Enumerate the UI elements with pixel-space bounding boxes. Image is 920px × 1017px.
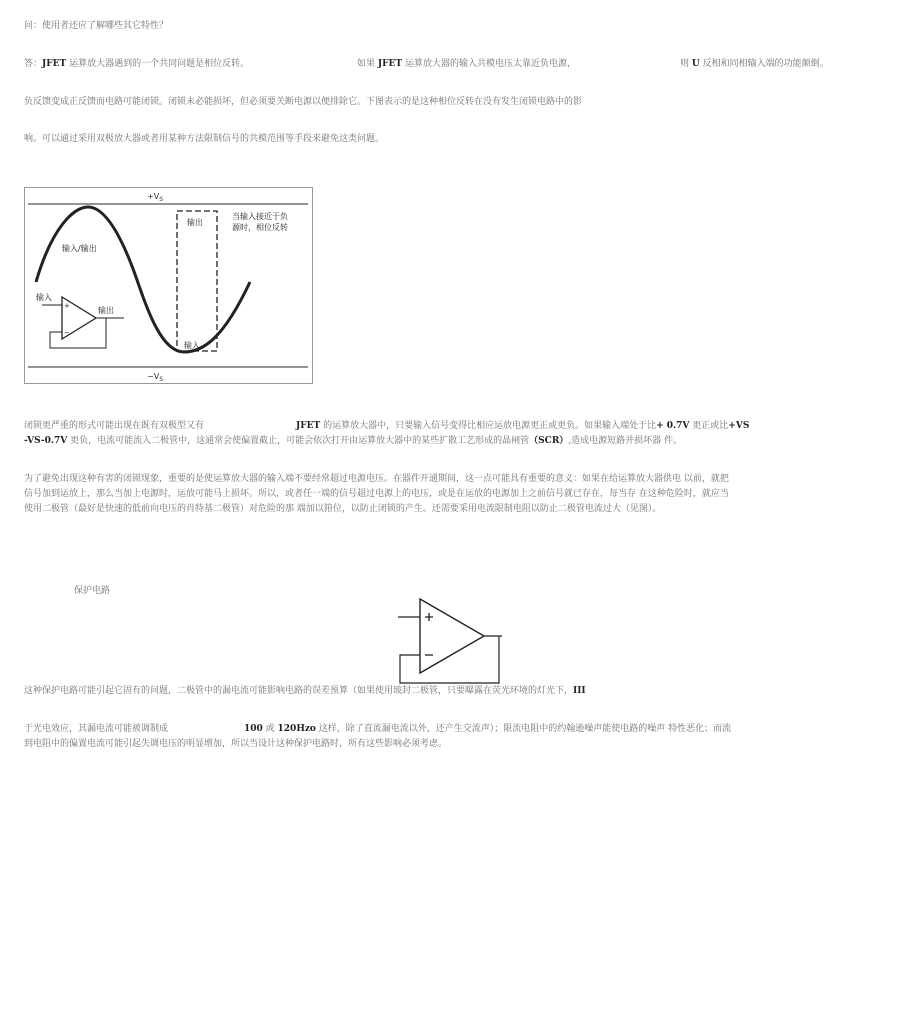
input-label-bottom: 输入 <box>184 341 200 350</box>
answer-line-3: 响。可以通过采用双极放大器或者用某种方法限制信号的共模范围等手段来避免这类问题。 <box>24 134 385 144</box>
vminus-label: $-V_S$ <box>147 372 163 383</box>
protection-circuit-label: 保护电路 <box>74 586 111 596</box>
answer-line-1b <box>357 58 576 70</box>
bold-term: U <box>691 59 700 69</box>
text-run: 更正或比 <box>689 421 729 431</box>
vplus-label: $+V_S$ <box>147 192 163 203</box>
phase-reversal-figure <box>24 187 313 384</box>
text-run: 的运算放大器中，只要输入信号变得比相应运放电源更正或更负。如果输入端处于比 <box>320 421 657 431</box>
p2-line-2 <box>24 435 682 447</box>
p5-line-1a: 于光电效应，其漏电流可能被调制成 <box>24 724 169 734</box>
text-run: 如果 <box>357 59 378 69</box>
bold-term: III <box>573 686 586 696</box>
bold-term: + 0.7V <box>656 421 690 431</box>
text-run: 运算放大器的输入共模电压太靠近负电源， <box>402 59 576 69</box>
bold-term: JFET <box>42 59 67 69</box>
text-run: 更负，电流可能流入二极管中，这通常会使偏置截止，可能会依次打开由运算放大器中的某些扩散工艺形成的晶闸管 <box>67 436 530 446</box>
text-run: 这样，除了直流漏电流以外，还产生交流声）；限流电阻中的约翰逊噪声能使电路的噪声 特性恶化；而流 <box>315 724 732 734</box>
p5-line-2: 到电阻中的偏置电流可能引起失调电压的明显增加，所以当设计这种保护电路时，所有这些影响必须考虑。 <box>24 739 448 749</box>
note-line-2: 源时，相位反转 <box>232 223 288 232</box>
p4-line-1 <box>24 685 586 697</box>
text-run: 答： <box>24 59 43 69</box>
text-run: 则 <box>680 59 692 69</box>
phase-reversal-svg <box>24 187 313 384</box>
bold-term: 120Hzo <box>277 724 316 734</box>
bold-term: （SCR） <box>529 436 569 446</box>
p5-line-1b <box>244 723 731 735</box>
output-box-label: 输出 <box>187 218 203 227</box>
answer-line-1c <box>680 58 829 70</box>
p2-line-1a: 闭锁更严重的形式可能出现在既有双极型又有 <box>24 421 205 431</box>
p3-line-3: 使用二极管（最好是快速的低前向电压的肖特基二极管）对危险的那 端加以箝位，以防止闭锁的产生。还需要采用电流限制电阻以防止二极管电流过大（见图）。 <box>24 504 662 514</box>
input-label-top: 输入 <box>36 293 52 302</box>
note-line-1: 当输入接近于负 <box>232 212 288 221</box>
p3-line-2: 信号加到运放上，那么当加上电源时，运放可能马上损坏。所以，或者任一端的信号超过电源上的电压，或是在运放的电源加上之前信号就已存在，每当存 在这种危险时，就应当 <box>24 489 729 499</box>
svg-text:−: − <box>64 329 70 337</box>
question-line: 问：使用者还应了解哪些其它特性？ <box>24 21 169 31</box>
bold-term: JFET <box>296 421 321 431</box>
svg-text:+: + <box>64 302 70 310</box>
p3-line-1: 为了避免出现这种有害的闭锁现象，重要的是使运算放大器的输入端不要经常超过电源电压。在器件开通期间，这一点可能具有重要的意义：如果在给运算放大器供电 以前，就把 <box>24 474 729 484</box>
bold-term: +VS <box>728 421 750 431</box>
output-label-op: 输出 <box>98 306 114 315</box>
text-run: 这种保护电路可能引起它固有的问题，二极管中的漏电流可能影响电路的误差预算（如果使用玻封二极管，只要曝露在荧光环境的灯光下， <box>24 686 574 696</box>
text-run: 运算放大器遇到的一个共同问题是相位反转。 <box>66 59 250 69</box>
bold-term: -VS-0.7V <box>24 436 68 446</box>
text-run: ,造成电源短路并损坏器 件。 <box>568 436 683 446</box>
answer-line-2: 负反馈变成正反馈而电路可能闭锁。闭锁未必能损坏，但必须要关断电源以便排除它。下图表示的是这种相位反转在没有发生闭锁电路中的影 <box>24 97 583 107</box>
protection-circuit-svg <box>396 597 504 687</box>
text-run: 反相和同相输入端的功能颠倒。 <box>699 59 829 69</box>
protection-circuit-figure <box>396 597 504 687</box>
opamp-icon <box>398 599 502 683</box>
text-run: 或 <box>262 724 278 734</box>
bold-term: JFET <box>377 59 403 69</box>
bold-term: 100 <box>244 724 263 734</box>
answer-line-1 <box>24 58 249 70</box>
in-out-label: 输入/输出 <box>62 244 97 253</box>
p2-line-1b <box>296 420 749 432</box>
